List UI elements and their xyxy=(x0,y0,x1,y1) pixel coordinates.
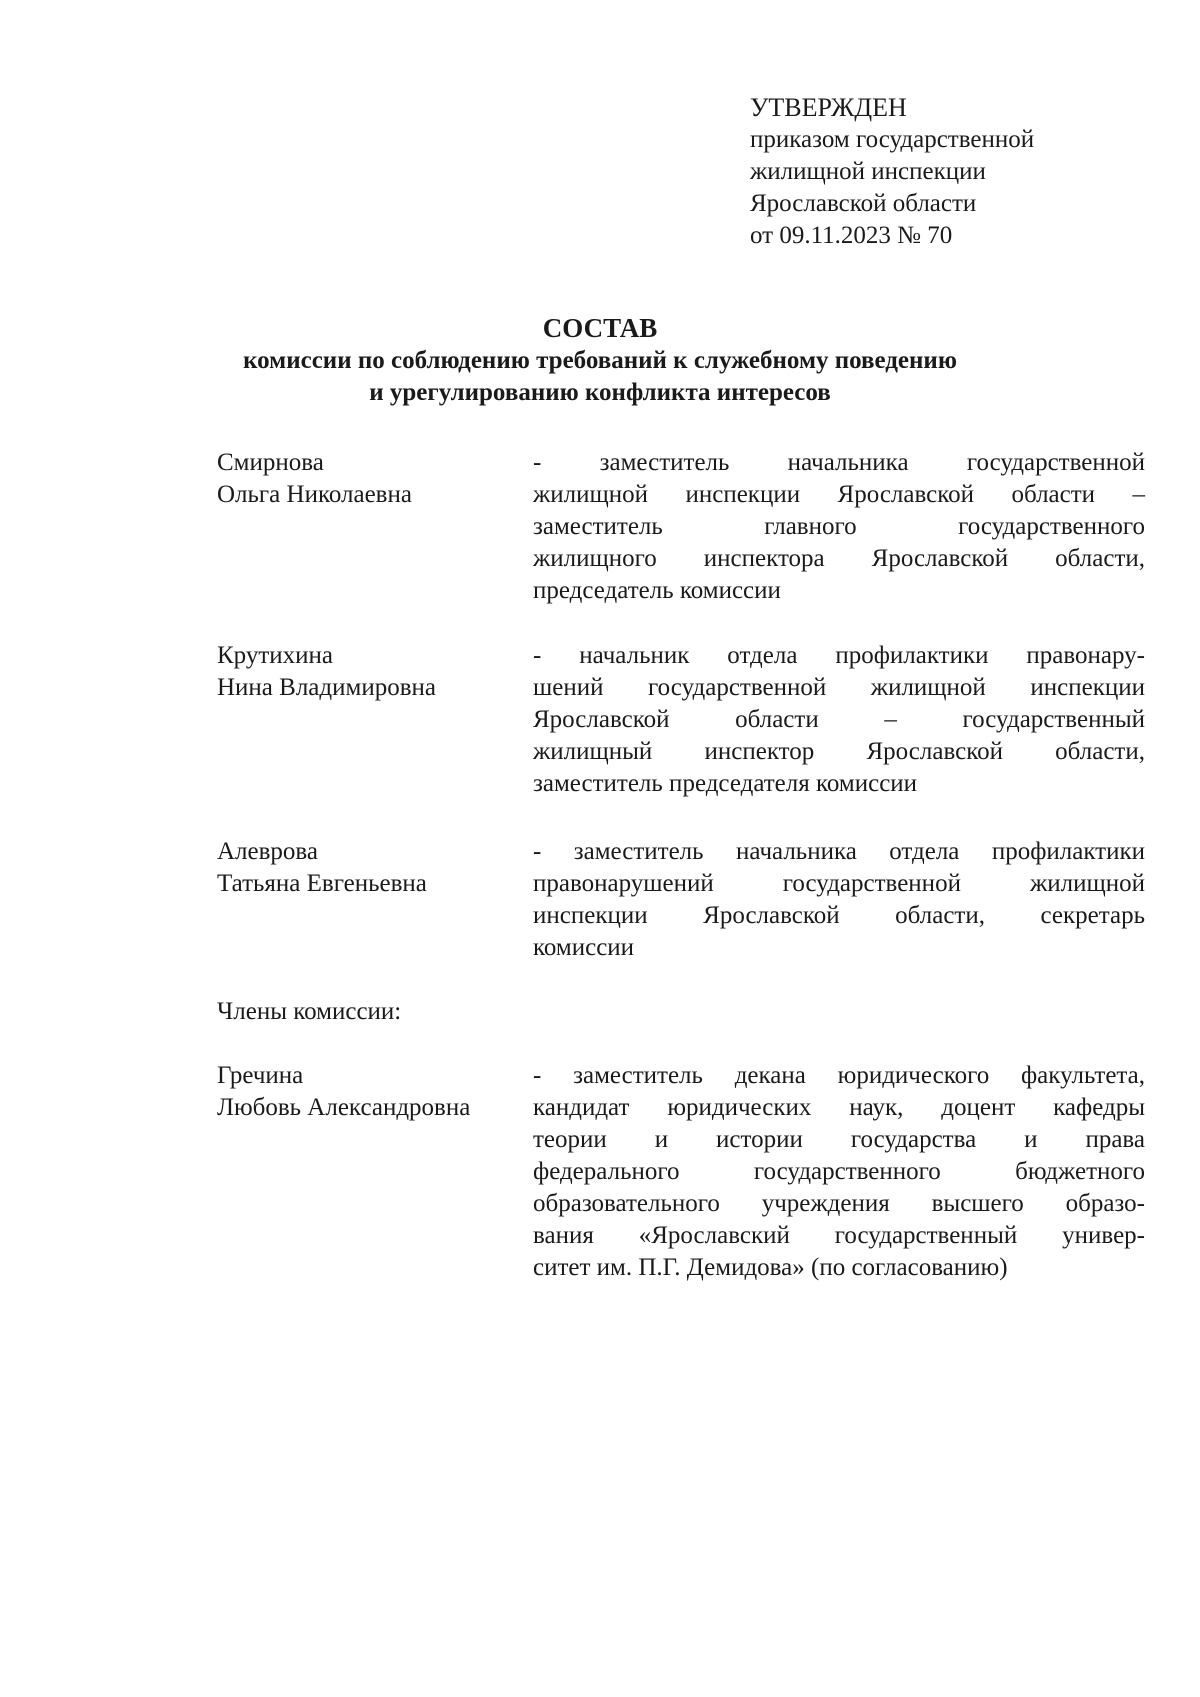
person-name xyxy=(217,447,517,511)
role-line: кандидат юридических наук, доцент кафедры xyxy=(533,1094,1145,1121)
role-line: заместитель главного государственного xyxy=(533,513,1145,540)
person-name xyxy=(217,1060,517,1124)
approval-line: приказом государственной xyxy=(750,126,1035,153)
document-title: СОСТАВ xyxy=(542,313,658,343)
person-role xyxy=(533,640,1145,800)
document-heading xyxy=(0,311,1200,409)
role-line: Ярославской области – государственный xyxy=(533,706,1145,733)
members-label: Члены комиссии: xyxy=(217,998,402,1025)
role-line: жилищной инспекции Ярославской области – xyxy=(533,481,1145,508)
role-line: заместитель председателя комиссии xyxy=(533,770,918,797)
person-surname: Крутихина xyxy=(217,642,334,669)
person-role xyxy=(533,836,1145,964)
role-line: - заместитель начальника государственной xyxy=(533,449,1145,476)
person-surname: Смирнова xyxy=(217,449,324,476)
role-line: образовательного учреждения высшего образо- xyxy=(533,1190,1145,1217)
role-line: жилищный инспектор Ярославской области, xyxy=(533,738,1145,765)
person-name xyxy=(217,640,517,704)
approval-line: жилищной инспекции xyxy=(750,158,986,185)
person-given-names: Нина Владимировна xyxy=(217,674,436,701)
document-subtitle-line: и урегулированию конфликта интересов xyxy=(369,379,831,406)
person-role xyxy=(533,447,1145,607)
role-line: комиссии xyxy=(533,934,635,961)
role-line: правонарушений государственной жилищной xyxy=(533,870,1145,897)
role-line: жилищного инспектора Ярославской области, xyxy=(533,545,1145,572)
person-given-names: Татьяна Евгеньевна xyxy=(217,870,427,897)
approval-date-number: от 09.11.2023 № 70 xyxy=(750,222,953,249)
role-line: - начальник отдела профилактики правонару- xyxy=(533,642,1145,669)
approval-line: УТВЕРЖДЕН xyxy=(750,93,907,122)
person-surname: Алеврова xyxy=(217,838,319,865)
approval-block xyxy=(750,90,1034,252)
person-role xyxy=(533,1060,1145,1284)
role-line: ситет им. П.Г. Демидова» (по согласованию) xyxy=(533,1254,1008,1281)
person-surname: Гречина xyxy=(217,1062,304,1089)
role-line: - заместитель декана юридического факультета, xyxy=(533,1062,1145,1089)
person-given-names: Любовь Александровна xyxy=(217,1094,471,1121)
role-line: шений государственной жилищной инспекции xyxy=(533,674,1145,701)
role-line: - заместитель начальника отдела профилактики xyxy=(533,838,1145,865)
document-subtitle-line: комиссии по соблюдению требований к служебному поведению xyxy=(243,347,957,374)
role-line: теории и истории государства и права xyxy=(533,1126,1145,1153)
approval-line: Ярославской области xyxy=(750,190,977,217)
role-line: вания «Ярославский государственный универ- xyxy=(533,1222,1145,1249)
role-line: федерального государственного бюджетного xyxy=(533,1158,1145,1185)
person-given-names: Ольга Николаевна xyxy=(217,481,412,508)
role-line: инспекции Ярославской области, секретарь xyxy=(533,902,1145,929)
person-name xyxy=(217,836,517,900)
role-line: председатель комиссии xyxy=(533,577,781,604)
